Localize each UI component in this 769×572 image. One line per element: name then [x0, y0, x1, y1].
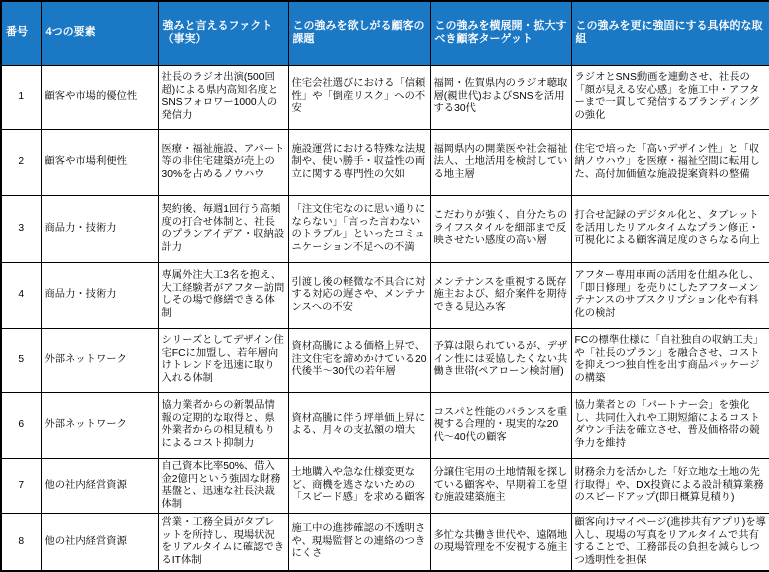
cell-issue: 引渡し後の軽微な不具合に対する対応の遅さや、メンテナンスへの不安: [288, 263, 430, 328]
cell-element: 顧客や市場的優位性: [41, 65, 158, 129]
cell-fact: 協力業者からの新製品情報の定期的な取得と、県外業者からの相見積もりによるコスト抑制力: [158, 392, 288, 458]
cell-target: メンテナンスを重視する既存施主および、紹介案件を期待できる見込み客: [430, 263, 571, 328]
cell-issue: 土地購入や急な仕様変更など、商機を逃さないための「スピード感」を求める顧客: [288, 459, 430, 514]
cell-fact: 医療・福祉施設、アパート等の非住宅建築が売上の30%を占めるノウハウ: [158, 129, 288, 195]
cell-element: 商品力・技術力: [41, 263, 158, 328]
cell-initiative: 顧客向けマイページ(進捗共有アプリ)を導入し、現場の写真をリアルタイムで共有することで、工務部長の負担を減らしつつ透明性を担保: [571, 514, 769, 571]
cell-initiative: 打合せ記録のデジタル化と、タブレットを活用したリアルタイムなプラン修正・可視化による顧客満足度のさらなる向上: [571, 196, 769, 263]
header-target: この強みを横展開・拡大すべき顧客ターゲット: [430, 1, 571, 65]
header-issue: この強みを欲しがる顧客の課題: [288, 1, 430, 65]
cell-issue: 住宅会社選びにおける「信頼性」や「倒産リスク」への不安: [288, 65, 430, 129]
cell-initiative: 財務余力を活かした「好立地な土地の先行取得」や、DX投資による設計積算業務のスピードアップ(即日概算見積り): [571, 459, 769, 514]
cell-target: 多忙な共働き世代や、遠隔地の現場管理を不安視する施主: [430, 514, 571, 571]
cell-no: 6: [1, 392, 41, 458]
cell-initiative: 協力業者との「パートナー会」を強化し、共同仕入れや工期短縮によるコストダウン手法を確立させ、普及価格帯の競争力を維持: [571, 392, 769, 458]
table-header: [1, 1, 769, 65]
cell-no: 7: [1, 459, 41, 514]
cell-no: 2: [1, 129, 41, 195]
cell-no: 3: [1, 196, 41, 263]
cell-initiative: 住宅で培った「高いデザイン性」と「収納ノウハウ」を医療・福祉空間に転用した、高付加価値な施設提案資料の整備: [571, 129, 769, 195]
cell-fact: 自己資本比率50%、借入金2億円という強固な財務基盤と、迅速な社長決裁体制: [158, 459, 288, 514]
cell-fact: 社長のラジオ出演(500回超)による県内高知名度とSNSフォロワー1000人の発信力: [158, 65, 288, 129]
cell-element: 商品力・技術力: [41, 196, 158, 263]
cell-initiative: FCの標準仕様に「自社独自の収納工夫」や「社長のプラン」を融合させ、コストを抑えつつ独自性を出す商品パッケージの構築: [571, 328, 769, 392]
table-row: [1, 129, 769, 195]
table-row: [1, 65, 769, 129]
header-fact: 強みと言えるファクト（事実）: [158, 1, 288, 65]
cell-no: 1: [1, 65, 41, 129]
cell-fact: シリーズとしてデザイン住宅FCに加盟し、若年層向けトレンドを迅速に取り入れる体制: [158, 328, 288, 392]
cell-issue: 「注文住宅なのに思い通りにならない」「言った言わないのトラブル」といったコミュニケーション不足への不満: [288, 196, 430, 263]
table-row: [1, 196, 769, 263]
cell-target: 予算は限られているが、デザイン性には妥協したくない共働き世帯(ペアローン検討層): [430, 328, 571, 392]
table-row: [1, 514, 769, 571]
cell-fact: 営業・工務全員がタブレットを所持し、現場状況をリアルタイムに確認できるIT体制: [158, 514, 288, 571]
cell-fact: 専属外注大工3名を抱え、大工経験者がアフター訪問しその場で修繕できる体制: [158, 263, 288, 328]
cell-issue: 資材高騰による価格上昇で、注文住宅を諦めかけている20代後半～30代の若年層: [288, 328, 430, 392]
cell-no: 5: [1, 328, 41, 392]
cell-initiative: ラジオとSNS動画を連動させ、社長の「顔が見える安心感」を施工中・アフターまで一貫して発信するブランディングの強化: [571, 65, 769, 129]
cell-initiative: アフター専用車両の活用を仕組み化し、「即日修理」を売りにしたアフターメンテナンスのサブスクリプション化や有料化の検討: [571, 263, 769, 328]
cell-no: 4: [1, 263, 41, 328]
table-body: [1, 65, 769, 571]
cell-target: コスパと性能のバランスを重視する合理的・現実的な20代～40代の顧客: [430, 392, 571, 458]
table-row: [1, 263, 769, 328]
cell-element: 顧客や市場利便性: [41, 129, 158, 195]
table-row: [1, 328, 769, 392]
cell-element: 他の社内経営資源: [41, 514, 158, 571]
header-element: 4つの要素: [41, 1, 158, 65]
cell-no: 8: [1, 514, 41, 571]
cell-fact: 契約後、毎週1回行う高頻度の打合せ体制と、社長のプランアイデア・収納設計力: [158, 196, 288, 263]
header-initiative: この強みを更に強固にする具体的な取組: [571, 1, 769, 65]
cell-target: 福岡・佐賀県内のラジオ聴取層(親世代)およびSNSを活用する30代: [430, 65, 571, 129]
cell-target: 福岡県内の開業医や社会福祉法人、土地活用を検討している地主層: [430, 129, 571, 195]
cell-target: 分譲住宅用の土地情報を探している顧客や、早期着工を望む施設建築施主: [430, 459, 571, 514]
table-row: [1, 392, 769, 458]
cell-element: 外部ネットワーク: [41, 392, 158, 458]
table-row: [1, 459, 769, 514]
header-row: [1, 1, 769, 65]
cell-target: こだわりが強く、自分たちのライフスタイルを細部まで反映させたい感度の高い層: [430, 196, 571, 263]
header-number: 番号: [1, 1, 41, 65]
cell-element: 他の社内経営資源: [41, 459, 158, 514]
cell-issue: 施工中の進捗確認の不透明さや、現場監督との連絡のつきにくさ: [288, 514, 430, 571]
cell-issue: 資材高騰に伴う坪単価上昇による、月々の支払額の増大: [288, 392, 430, 458]
cell-element: 外部ネットワーク: [41, 328, 158, 392]
cell-issue: 施設運営における特殊な法規制や、使い勝手・収益性の両立に関する専門性の欠如: [288, 129, 430, 195]
